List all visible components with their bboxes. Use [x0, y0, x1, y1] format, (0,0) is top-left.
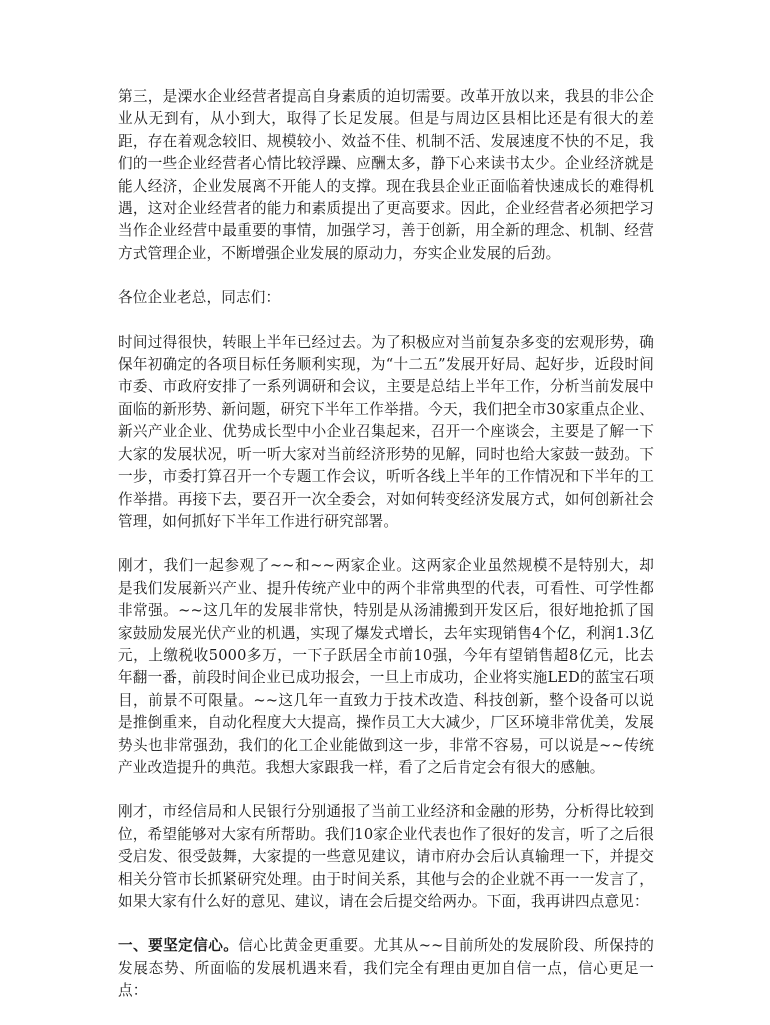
paragraph-entrepreneur-quality: 第三，是溧水企业经营者提高自身素质的迫切需要。改革开放以来，我县的非公企业从无到有，从小到大，取得了长足发展。但是与周边区县相比还是有很大的差距，存在着观念较旧、规模较小、效益不佳、机制不活、发展速度不快的不足，我们的一些企业经营者心情比较浮躁、应酬太多，静下心来读书太少。企业经济就是能人经济，企业发展离不开能人的支撑。现在我县企业正面临着快速成长的难得机遇，这对企业经营者的能力和素质提出了更高要求。因此，企业经营者必须把学习当作企业经营中最重要的事情，加强学习，善于创新，用全新的理念、机制、经营方式管理企业，不断增强企业发展的原动力，夯实企业发展的后劲。 — [118, 88, 654, 262]
paragraph-enterprise-visit: 刚才，我们一起参观了~~和~~两家企业。这两家企业虽然规模不是特别大，却是我们发展新兴产业、提升传统产业中的两个非常典型的代表，可看性、可学性都非常强。~~这几年的发展非常快，特别是从汤浦搬到开发区后，很好地抢抓了国家鼓励发展光伏产业的机遇，实现了爆发式增长，去年实现销售4个亿，利润1.3亿元，上缴税收5000多万，一下子跃居全市前10强，今年有望销售超8亿元，比去年翻一番，前段时间企业已成功报会，一旦上市成功，企业将实施LED的蓝宝石项目，前景不可限量。~~这几年一直致力于技术改造、科技创新，整个设备可以说是推倒重来，自动化程度大大提高，操作员工大大减少，厂区环境非常优美，发展势头也非常强劲，我们的化工企业能做到这一步，非常不容易，可以说是~~传统产业改造提升的典范。我想大家跟我一样，看了之后肯定会有很大的感触。 — [118, 557, 654, 776]
document-page — [118, 86, 654, 1025]
paragraph-time-review: 时间过得很快，转眼上半年已经过去。为了积极应对当前复杂多变的宏观形势，确保年初确定的各项目标任务顺利实现，为“十二五”发展开好局、起好步，近段时间市委、市政府安排了一系列调研和会议，主要是总结上半年工作，分析当前发展中面临的新形势、新问题，研究下半年工作举措。今天，我们把全市30家重点企业、新兴产业企业、优势成长型中小企业召集起来，召开一个座谈会，主要是了解一下大家的发展状况，听一听大家对当前经济形势的见解，同时也给大家鼓一鼓劲。下一步，市委打算召开一个专题工作会议，听听各线上半年的工作情况和下半年的工作举措。再接下去，要召开一次全委会，对如何转变经济发展方式，如何创新社会管理，如何抓好下半年工作进行研究部署。 — [118, 333, 654, 530]
paragraph-greeting: 各位企业老总，同志们： — [118, 289, 281, 307]
paragraph-reports: 刚才，市经信局和人民银行分别通报了当前工业经济和金融的形势，分析得比较到位，希望能够对大家有所帮助。我们10家企业代表也作了很好的发言，听了之后很受启发、很受鼓舞，大家提的一些意见建议，请市府办会后认真输理一下，并提交相关分管市长抓紧研究处理。由于时间关系，其他与会的企业就不再一一发言了，如果大家有什么好的意见、建议，请在会后提交给两办。下面，我再讲四点意见： — [118, 803, 654, 910]
point-one-heading: 一、要坚定信心。 — [118, 937, 239, 955]
paragraph-point-one — [118, 935, 654, 1002]
point-one-body: 信心比黄金更重要。尤其从~~目前所处的发展阶段、所保持的发展态势、所面临的发展机遇来看，我们完全有理由更加自信一点，信心更足一点： — [118, 937, 654, 1000]
